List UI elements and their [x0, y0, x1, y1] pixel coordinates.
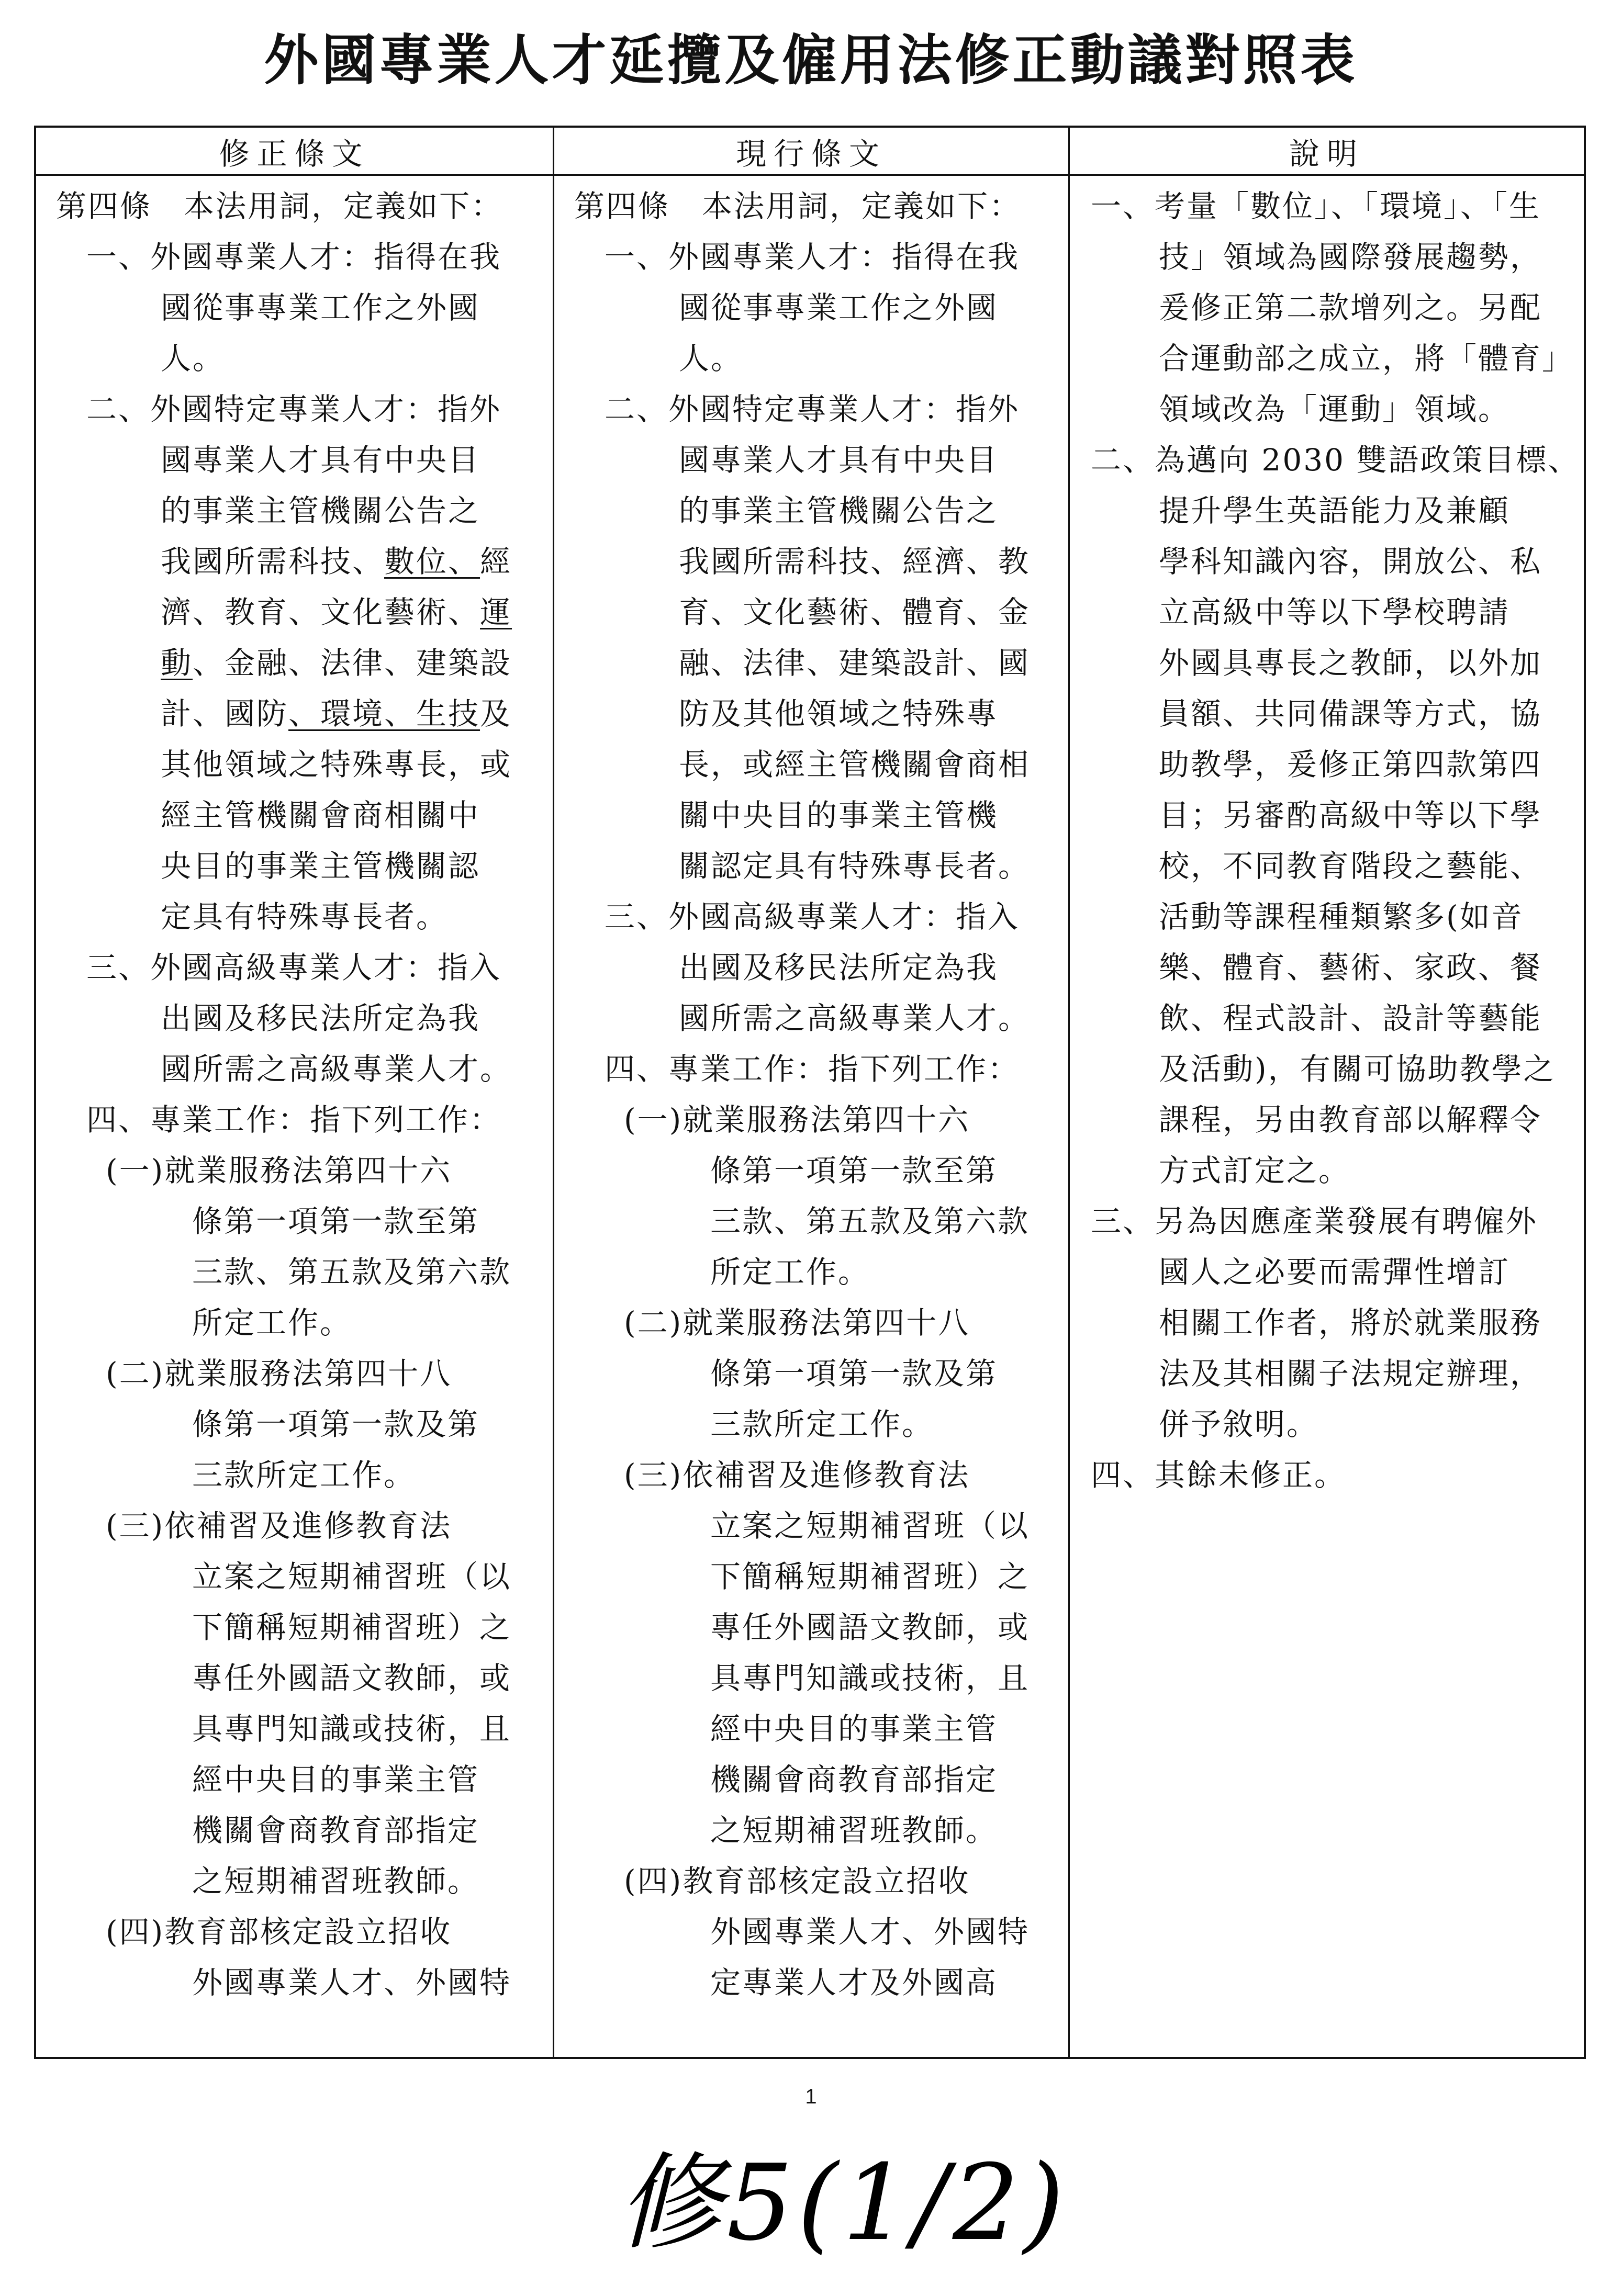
text-line: [574, 486, 1058, 536]
text-segment: 人。: [161, 341, 225, 376]
text-line: [1091, 181, 1573, 232]
text-segment: 其他領域之特殊專長，或: [161, 747, 512, 782]
text-segment: 一、外國專業人才：指得在我: [605, 239, 1020, 275]
underlined-amendment: 數位、: [384, 544, 480, 579]
text-segment: 第四條 本法用詞，定義如下：: [56, 188, 504, 224]
text-segment: 技」領域為國際發展趨勢，: [1159, 239, 1542, 275]
text-segment: 國從事專業工作之外國: [161, 290, 480, 325]
handwritten-note: 修5(1/2): [618, 2142, 1069, 2264]
text-line: [574, 587, 1058, 638]
text-segment: 的事業主管機關公告之: [679, 493, 999, 528]
text-line: [56, 1501, 542, 1551]
text-line: [56, 1450, 542, 1501]
text-line: [56, 1957, 542, 2008]
text-segment: 助教學，爰修正第四款第四: [1159, 747, 1542, 782]
text-line: [1091, 587, 1573, 638]
text-line: [574, 1095, 1058, 1145]
text-segment: 育、文化藝術、體育、金: [679, 594, 1031, 630]
amended-text: [36, 176, 553, 2008]
text-segment: 機關會商教育部指定: [710, 1762, 998, 1797]
text-line: [56, 1551, 542, 1602]
text-segment: 定具有特殊專長者。: [161, 899, 449, 935]
text-segment: 經中央目的事業主管: [710, 1711, 998, 1747]
text-line: [574, 942, 1058, 993]
text-segment: 條第一項第一款及第: [192, 1406, 480, 1442]
text-segment: 方式訂定之。: [1159, 1153, 1351, 1188]
text-segment: 目；另審酌高級中等以下學: [1159, 797, 1542, 833]
text-segment: 立案之短期補習班（以: [192, 1559, 512, 1594]
text-segment: 國所需之高級專業人才。: [679, 1000, 1031, 1036]
text-segment: (四)教育部核定設立招收: [106, 1914, 452, 1950]
text-line: [574, 1145, 1058, 1196]
text-segment: 經中央目的事業主管: [192, 1762, 480, 1797]
comparison-table: [34, 126, 1586, 2059]
text-segment: 合運動部之成立，將「體育」: [1159, 341, 1574, 376]
text-segment: 之短期補習班教師。: [710, 1813, 998, 1848]
text-line: [574, 1501, 1058, 1551]
text-line: [574, 1247, 1058, 1298]
text-segment: 外國專業人才、外國特: [710, 1914, 1030, 1950]
text-segment: 二、為邁向 2030 雙語政策目標、: [1091, 442, 1580, 478]
text-line: [56, 1907, 542, 1957]
text-line: [56, 841, 542, 892]
text-line: [574, 1754, 1058, 1805]
text-segment: 我國所需科技、: [161, 544, 385, 579]
text-line: [574, 384, 1058, 435]
text-segment: 濟、教育、文化藝術、: [161, 594, 480, 630]
text-line: [56, 689, 542, 739]
text-line: [574, 1856, 1058, 1907]
text-line: [56, 536, 542, 587]
text-segment: 條第一項第一款及第: [710, 1356, 998, 1391]
text-segment: 所定工作。: [710, 1254, 870, 1290]
text-segment: 三款所定工作。: [192, 1457, 416, 1493]
text-segment: 飲、程式設計、設計等藝能: [1159, 1000, 1542, 1036]
text-segment: 專任外國語文教師，或: [192, 1660, 512, 1696]
text-segment: 員額、共同備課等方式，協: [1159, 696, 1542, 731]
text-line: [56, 486, 542, 536]
text-segment: 具專門知識或技術，且: [710, 1660, 1030, 1696]
text-line: [1091, 1095, 1573, 1145]
text-line: [56, 1399, 542, 1450]
text-segment: 提升學生英語能力及兼顧: [1159, 493, 1511, 528]
text-line: [1091, 1145, 1573, 1196]
text-segment: (一)就業服務法第四十六: [624, 1102, 970, 1138]
text-segment: 所定工作。: [192, 1305, 352, 1341]
text-line: [56, 1602, 542, 1653]
text-segment: 的事業主管機關公告之: [161, 493, 480, 528]
text-segment: 三、外國高級專業人才：指入: [86, 950, 502, 985]
text-line: [574, 536, 1058, 587]
text-segment: 三款、第五款及第六款: [710, 1203, 1030, 1239]
text-line: [56, 1653, 542, 1704]
header-amended: 修正條文: [36, 128, 554, 176]
text-segment: 立案之短期補習班（以: [710, 1508, 1030, 1544]
text-line: [1091, 1450, 1573, 1501]
text-line: [56, 1145, 542, 1196]
text-line: [1091, 536, 1573, 587]
text-segment: 機關會商教育部指定: [192, 1813, 480, 1848]
underlined-amendment: 動: [161, 645, 193, 681]
text-line: [574, 841, 1058, 892]
text-line: [574, 1348, 1058, 1399]
underlined-amendment: 、環境、生技: [288, 696, 480, 731]
text-line: [1091, 435, 1580, 486]
text-line: [1091, 283, 1573, 333]
text-line: [574, 333, 1058, 384]
text-segment: 防及其他領域之特殊專: [679, 696, 999, 731]
text-line: [56, 1044, 542, 1095]
text-line: [574, 1907, 1058, 1957]
underlined-amendment: 運: [480, 594, 512, 630]
header-explanation: 說明: [1070, 128, 1584, 176]
text-line: [574, 638, 1058, 689]
text-segment: 人。: [679, 341, 743, 376]
text-segment: 四、專業工作：指下列工作：: [86, 1102, 502, 1138]
text-line: [1091, 993, 1573, 1044]
text-segment: 下簡稱短期補習班）之: [710, 1559, 1030, 1594]
text-segment: 二、外國特定專業人才：指外: [86, 391, 502, 427]
text-segment: 三款、第五款及第六款: [192, 1254, 512, 1290]
text-line: [56, 1095, 542, 1145]
text-line: [574, 1399, 1058, 1450]
text-segment: 三款所定工作。: [710, 1406, 934, 1442]
text-segment: 下簡稱短期補習班）之: [192, 1610, 512, 1645]
explanation-text: [1070, 176, 1584, 1501]
text-line: [574, 1602, 1058, 1653]
text-line: [574, 232, 1058, 283]
current-column: [554, 176, 1070, 2057]
text-line: [56, 1196, 542, 1247]
text-line: [56, 435, 542, 486]
text-segment: 三、外國高級專業人才：指入: [605, 899, 1020, 935]
text-line: [574, 1957, 1058, 2008]
text-line: [574, 1196, 1058, 1247]
text-segment: 計、國防: [161, 696, 289, 731]
text-line: [574, 1298, 1058, 1348]
text-segment: (四)教育部核定設立招收: [624, 1863, 970, 1899]
text-segment: 一、考量「數位」、「環境」、「生: [1091, 188, 1541, 224]
text-line: [56, 638, 542, 689]
text-segment: 併予敘明。: [1159, 1406, 1319, 1442]
text-segment: 、金融、法律、建築設: [193, 645, 512, 681]
text-line: [574, 1653, 1058, 1704]
text-line: [1091, 689, 1573, 739]
text-segment: 出國及移民法所定為我: [679, 950, 999, 985]
header-current: 現行條文: [554, 128, 1070, 176]
current-text: [554, 176, 1068, 2008]
text-line: [56, 942, 542, 993]
text-line: [574, 1704, 1058, 1754]
text-segment: 爰修正第二款增列之。另配: [1159, 290, 1542, 325]
amended-column: [36, 176, 554, 2057]
text-segment: 經: [480, 544, 512, 579]
explanation-column: [1070, 176, 1584, 2057]
text-segment: 三、另為因應產業發展有聘僱外: [1091, 1203, 1538, 1239]
text-segment: 樂、體育、藝術、家政、餐: [1159, 950, 1542, 985]
text-segment: 二、外國特定專業人才：指外: [605, 391, 1020, 427]
text-line: [56, 1704, 542, 1754]
text-segment: 法及其相關子法規定辦理，: [1159, 1356, 1542, 1391]
text-line: [1091, 1298, 1573, 1348]
text-segment: 專任外國語文教師，或: [710, 1610, 1030, 1645]
text-line: [56, 1754, 542, 1805]
text-segment: 經主管機關會商相關中: [161, 797, 480, 833]
text-segment: 國所需之高級專業人才。: [161, 1051, 512, 1087]
text-segment: 國專業人才具有中央目: [679, 442, 999, 478]
text-segment: 之短期補習班教師。: [192, 1863, 480, 1899]
text-line: [574, 283, 1058, 333]
text-segment: 活動等課程種類繁多(如音: [1159, 899, 1524, 935]
text-line: [1091, 1348, 1573, 1399]
text-line: [1091, 638, 1573, 689]
text-segment: 及: [480, 696, 512, 731]
text-segment: 課程，另由教育部以解釋令: [1159, 1102, 1542, 1138]
text-line: [1091, 790, 1573, 841]
text-line: [56, 790, 542, 841]
text-segment: 國專業人才具有中央目: [161, 442, 480, 478]
text-line: [1091, 841, 1573, 892]
text-line: [56, 1805, 542, 1856]
text-segment: (三)依補習及進修教育法: [106, 1508, 452, 1544]
text-line: [574, 1044, 1058, 1095]
text-line: [1091, 1044, 1573, 1095]
text-segment: 校，不同教育階段之藝能、: [1159, 848, 1542, 884]
text-line: [56, 181, 542, 232]
text-line: [574, 790, 1058, 841]
text-segment: 相關工作者，將於就業服務: [1159, 1305, 1542, 1341]
text-segment: 國從事專業工作之外國: [679, 290, 999, 325]
text-segment: (二)就業服務法第四十八: [624, 1305, 970, 1341]
text-line: [1091, 1247, 1573, 1298]
text-line: [1091, 739, 1573, 790]
text-segment: 國人之必要而需彈性增訂: [1159, 1254, 1511, 1290]
text-line: [56, 1247, 542, 1298]
text-line: [1091, 892, 1573, 942]
text-line: [56, 993, 542, 1044]
text-segment: 關認定具有特殊專長者。: [679, 848, 1031, 884]
text-segment: (二)就業服務法第四十八: [106, 1356, 452, 1391]
text-segment: 關中央目的事業主管機: [679, 797, 999, 833]
text-line: [574, 1805, 1058, 1856]
text-line: [1091, 942, 1573, 993]
text-line: [1091, 1196, 1573, 1247]
text-segment: (三)依補習及進修教育法: [624, 1457, 970, 1493]
text-line: [574, 689, 1058, 739]
text-segment: 四、其餘未修正。: [1091, 1457, 1347, 1493]
text-line: [574, 1551, 1058, 1602]
text-line: [56, 1856, 542, 1907]
text-segment: 定專業人才及外國高: [710, 1965, 998, 2000]
page-number: 1: [805, 2085, 817, 2108]
text-line: [574, 993, 1058, 1044]
text-segment: 融、法律、建築設計、國: [679, 645, 1031, 681]
text-segment: 條第一項第一款至第: [710, 1153, 998, 1188]
text-line: [56, 333, 542, 384]
text-line: [1091, 486, 1573, 536]
text-line: [56, 384, 542, 435]
text-segment: 外國具專長之教師，以外加: [1159, 645, 1542, 681]
text-segment: 條第一項第一款至第: [192, 1203, 480, 1239]
text-segment: 長，或經主管機關會商相: [679, 747, 1031, 782]
page-title: 外國專業人才延攬及僱用法修正動議對照表: [264, 28, 1358, 92]
text-line: [574, 181, 1058, 232]
text-line: [1091, 384, 1573, 435]
text-line: [56, 283, 542, 333]
text-segment: 學科知識內容，開放公、私: [1159, 544, 1542, 579]
text-line: [1091, 1399, 1573, 1450]
text-segment: 及活動)，有關可協助教學之: [1159, 1051, 1556, 1087]
text-segment: 央目的事業主管機關認: [161, 848, 480, 884]
text-segment: 出國及移民法所定為我: [161, 1000, 480, 1036]
text-segment: 具專門知識或技術，且: [192, 1711, 512, 1747]
text-line: [574, 435, 1058, 486]
text-segment: 立高級中等以下學校聘請: [1159, 594, 1511, 630]
text-segment: 外國專業人才、外國特: [192, 1965, 512, 2000]
text-line: [1091, 333, 1573, 384]
text-line: [56, 232, 542, 283]
text-line: [574, 1450, 1058, 1501]
text-segment: 第四條 本法用詞，定義如下：: [574, 188, 1022, 224]
text-line: [56, 739, 542, 790]
text-line: [574, 739, 1058, 790]
text-line: [56, 1348, 542, 1399]
text-line: [56, 892, 542, 942]
text-segment: 我國所需科技、經濟、教: [679, 544, 1031, 579]
text-line: [56, 1298, 542, 1348]
text-segment: 領域改為「運動」領域。: [1159, 391, 1511, 427]
text-segment: 四、專業工作：指下列工作：: [605, 1051, 1020, 1087]
text-line: [1091, 232, 1573, 283]
text-line: [56, 587, 542, 638]
text-segment: (一)就業服務法第四十六: [106, 1153, 452, 1188]
text-segment: 一、外國專業人才：指得在我: [86, 239, 502, 275]
text-line: [574, 892, 1058, 942]
